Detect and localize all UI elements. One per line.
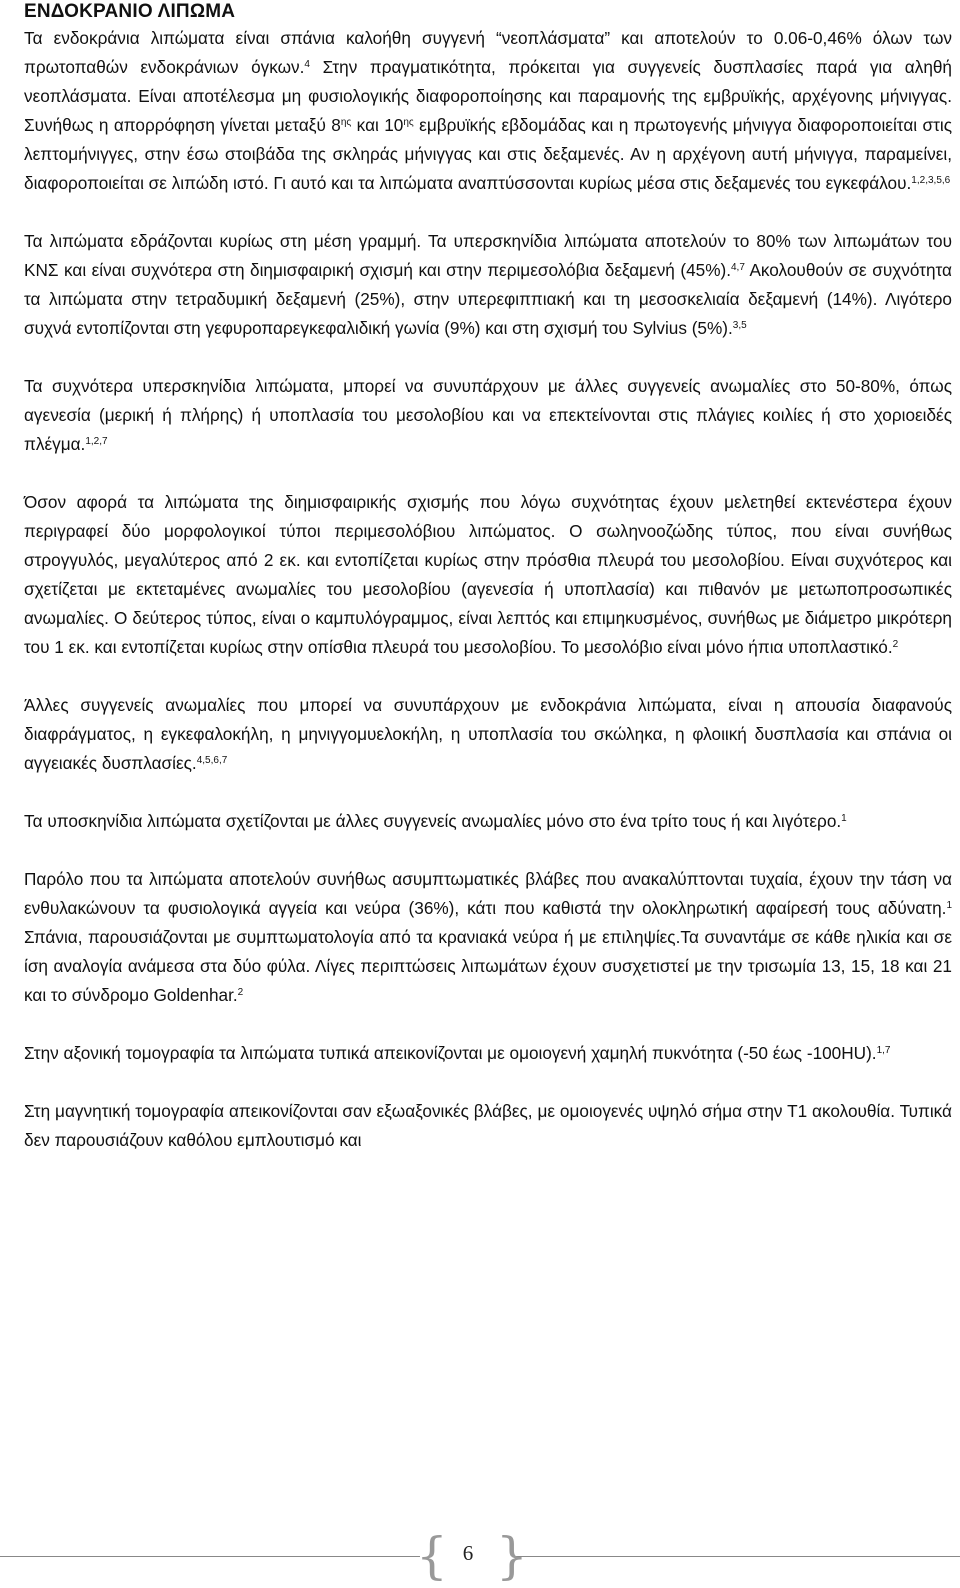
citation: 1 [946, 900, 952, 911]
left-brace-ornament: { [416, 1527, 448, 1585]
paragraph-location: Τα λιπώματα εδράζονται κυρίως στη μέση γραμμή. Τα υπερσκηνίδια λιπώματα αποτελούν το 80% των λιπωμάτων του ΚΝΣ και είναι συχνότερα στη διημισφαιρική σχισμή και στην περιμεσολόβια δεξαμενή (45%).$^{4,7}$ Ακολουθούν σε συχνότητα τα λιπώματα στην τετραδυμική δεξαμενή (25%), στην υπερεφιππιακή και τη μεσοσκελιαία δεξαμενή (14%). Λιγότερο συχνά εντοπίζονται στη γεφυροπαρεγκεφαλιδική γωνία (9%) και στη σχισμή του Sylvius (5%).$^{3,5}$ [24, 231, 952, 338]
citation: 4,5,6,7 [196, 755, 228, 766]
paragraph-clinical: Παρόλο που τα λιπώματα αποτελούν συνήθως ασυμπτωματικές βλάβες που ανακαλύπτονται τυχαία, έχουν την τάση να ενθυλακώνουν τα φυσιολογικά αγγεία και νεύρα (36%), κάτι που καθιστά την ολοκληρωτική αφαίρεσή τους αδύνατη.$^1$ Σπάνια, παρουσιάζονται με συμπτωματολογία από τα κρανιακά νεύρα ή με επιληψίες.Τα συναντάμε σε κάθε ηλικία και σε ίση αναλογία ανάμεσα στα δύο φύλα. Λίγες περιπτώσεις λιπωμάτων έχουν συσχετιστεί με την τρισωμία 13, 15, 18 και 21 και το σύνδρομο Goldenhar.$^2$ [24, 869, 952, 1005]
citation: 1,7 [876, 1045, 891, 1056]
paragraph-other-anomalies: Άλλες συγγενείς ανωμαλίες που μπορεί να συνυπάρχουν με ενδοκράνια λιπώματα, είναι η απουσία διαφανούς διαφράγματος, η εγκεφαλοκήλη, η μηνιγγομυελοκήλη, η υποπλασία του σκώληκα, η φλοιική δυσπλασία και σπάνια οι αγγειακές δυσπλασίες.$^{4,5,6,7}$ [24, 695, 952, 773]
ordinal-suffix: ης [340, 117, 352, 128]
citation: 2 [237, 987, 244, 998]
citation: 4,7 [731, 262, 745, 273]
section-heading: ΕΝΔΟΚΡΑΝΙΟ ΛΙΠΩΜΑ [24, 1, 236, 22]
paragraph-associated-anomalies: Τα συχνότερα υπερσκηνίδια λιπώματα, μπορεί να συνυπάρχουν με άλλες συγγενείς ανωμαλίες στο 50-80%, όπως αγενεσία (μερική ή πλήρης) ή υποπλασία του μεσολοβίου και να επεκτείνονται στις πλάγιες κοιλίες ή στο χοριοειδές πλέγμα.$^{1,2,7}$ [24, 376, 952, 454]
page-footer [0, 1527, 960, 1587]
paragraph-morphology: Όσον αφορά τα λιπώματα της διημισφαιρικής σχισμής που λόγω συχνότητας έχουν μελετηθεί εκτενέστερα έχουν περιγραφεί δύο μορφολογικοί τύποι περιμεσολόβιου λιπώματος. Ο σωληνοοζώδης τύπος, που είναι συνήθως στρογγυλός, μεγαλύτερος από 2 εκ. και εντοπίζεται κυρίως στην πρόσθια πλευρά του μεσολοβίου. Είναι συχνότερος και σχετίζεται με εκτεταμένες ανωμαλίες του μεσολοβίου (αγενεσία ή υποπλασία) και πιθανόν με μετωποπροσωπικές ανωμαλίες. Ο δεύτερος τύπος, είναι ο καμπυλόγραμμος, είναι λεπτός και επιμηκυσμένος, συνήθως με διάμετρο μικρότερη του 1 εκ. και εντοπίζεται κυρίως στην οπίσθια πλευρά του μεσολοβίου. Το μεσολόβιο είναι μόνο ήπια υποπλαστικό.$^2$ [24, 492, 952, 657]
paragraph-infratentorial: Τα υποσκηνίδια λιπώματα σχετίζονται με άλλες συγγενείς ανωμαλίες μόνο στο ένα τρίτο τους ή και λιγότερο.$^1$ [24, 811, 847, 831]
footer-rule-left [0, 1556, 420, 1557]
citation: 2 [892, 639, 899, 650]
right-brace-ornament: } [496, 1527, 528, 1585]
paragraph-origin: Τα ενδοκράνια λιπώματα είναι σπάνια καλοήθη συγγενή “νεοπλάσματα” και αποτελούν το 0.06-0,46% όλων των πρωτοπαθών ενδοκράνιων όγκων.$^4$ Στην πραγματικότητα, πρόκειται για συγγενείς δυσπλασίες παρά για αληθή νεοπλάσματα. Είναι αποτέλεσμα μη φυσιολογικής διαφοροποίησης και παραμονής της εμβρυϊκής, αρχέγονης μήνιγγας. Συνήθως η απορρόφηση γίνεται μεταξύ $8^{\eta\varsigma}$ και $10^{\eta\varsigma}$ εμβρυϊκής εβδομάδας και η πρωτογενής μήνιγγα διαφοροποιείται στις λεπτομήνιγγες, στην έσω στοιβάδα της σκληράς μήνιγγας και στις δεξαμενές. Αν η αρχέγονη αυτή μήνιγγα, παραμείνει, διαφοροποιείται σε λιπώδη ιστό. Γι αυτό και τα λιπώματα αναπτύσσονται κυρίως μέσα στις δεξαμενές του εγκεφάλου.$^{1,2,3,5,6}$ [24, 28, 953, 193]
citation: 1,2,7 [85, 436, 108, 447]
citation: 4 [304, 59, 310, 70]
footer-rule-right [514, 1556, 960, 1557]
citation: 3,5 [732, 320, 747, 331]
citation: 1 [841, 813, 847, 824]
paragraph-ct: Στην αξονική τομογραφία τα λιπώματα τυπικά απεικονίζονται με ομοιογενή χαμηλή πυκνότητα (-50 έως -100HU).$^{1,7}$ [24, 1043, 891, 1063]
document-body [24, 0, 952, 1155]
paragraph-mri: Στη μαγνητική τομογραφία απεικονίζονται σαν εξωαξονικές βλάβες, με ομοιογενές υψηλό σήμα στην Τ1 ακολουθία. Τυπικά δεν παρουσιάζουν καθόλου εμπλουτισμό και [24, 1101, 952, 1150]
citation: 1,2,3,5,6 [911, 175, 951, 186]
ordinal-suffix: ης [403, 117, 414, 128]
page-number: 6 [462, 1541, 474, 1565]
